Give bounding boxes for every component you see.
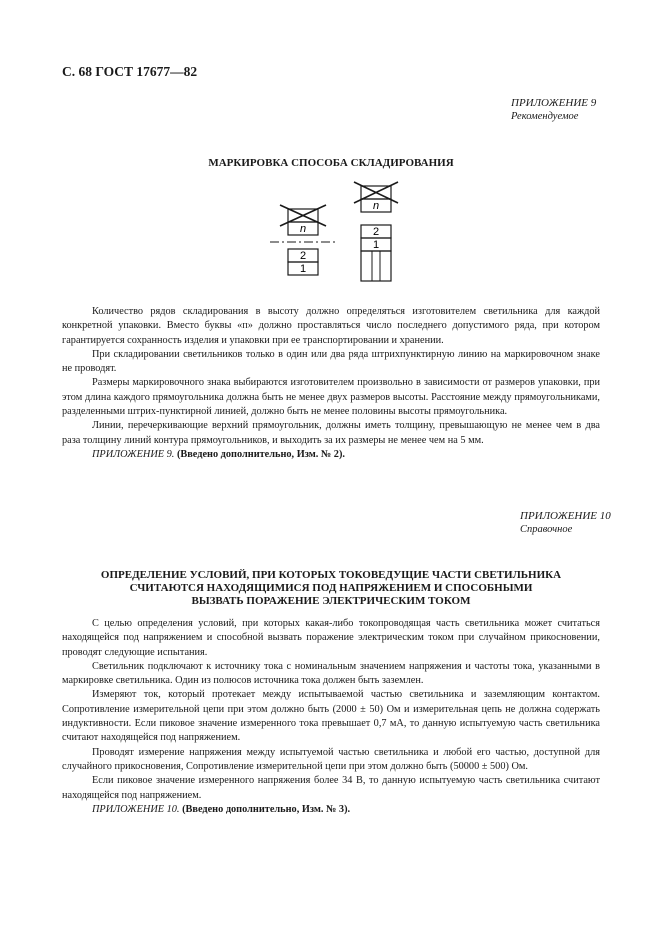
- storage-marking-figure: [260, 178, 420, 282]
- annex9-title: МАРКИРОВКА СПОСОБА СКЛАДИРОВАНИЯ: [208, 157, 454, 169]
- left-box-2: 2: [299, 250, 307, 262]
- left-box-1: 1: [299, 263, 307, 275]
- annex9-paragraph: Количество рядов складирования в высоту должно определяться изготовителем светильника для каждой конкретной упаковки. Вместо буквы «п» должно проставляться число последнего допустимого ряда, при котором гарантируется сохранность изделия и упаковки при ее транспортировании и хранении.: [62, 306, 600, 346]
- annex9-body: [62, 305, 600, 462]
- annex9-note: [62, 448, 600, 462]
- annex9-note-text: (Введено дополнительно, Изм. № 2).: [176, 448, 345, 460]
- page-header: С. 68 ГОСТ 17677—82: [62, 64, 198, 79]
- right-box-n: n: [372, 200, 380, 212]
- annex9-paragraph: Линии, перечеркивающие верхний прямоугольник, должны иметь толщину, превышающую не менее чем в два раза толщину линий контура прямоугольников, и выходить за их размеры не менее чем на 5 мм.: [62, 420, 600, 446]
- right-box-2: 2: [372, 226, 380, 238]
- annex10-title-line: ОПРЕДЕЛЕНИЕ УСЛОВИЙ, ПРИ КОТОРЫХ ТОКОВЕДУЩИЕ ЧАСТИ СВЕТИЛЬНИКА: [100, 569, 562, 581]
- annex10-title: [62, 569, 600, 608]
- annex10-paragraph: Если пиковое значение измеренного напряжения более 34 В, то данную испытуемую часть светильника считают находящейся под напряжением.: [62, 775, 600, 801]
- annex9-paragraph: Размеры маркировочного знака выбираются изготовителем произвольно в зависимости от размеров упаковки, при этом длина каждого прямоугольника должна быть не менее двух размеров высоты. Расстояние между прямоугольниками, разделенными штрих-пунктирной линией, должно быть не менее половины высоты прямоугольника.: [62, 377, 600, 418]
- annex10-label: ПРИЛОЖЕНИЕ 10: [520, 510, 611, 522]
- right-box-1: 1: [372, 239, 380, 251]
- annex10-paragraph: Проводят измерение напряжения между испытуемой частью светильника и любой его частью, доступной для случайного прикосновения, Сопротивление измерительной цепи при этом должно быть (50000 ± 500) Ом.: [62, 746, 600, 772]
- annex10-body: [62, 617, 600, 817]
- annex10-status: Справочное: [520, 524, 573, 535]
- annex10-paragraph: Светильник подключают к источнику тока с номинальным значением напряжения и частоты тока, указанными в маркировке светильника. Один из полюсов источника тока должен быть заземлен.: [62, 660, 600, 687]
- left-box-n: n: [299, 223, 307, 235]
- annex9-label: ПРИЛОЖЕНИЕ 9: [511, 97, 597, 109]
- annex10-title-line: ВЫЗВАТЬ ПОРАЖЕНИЕ ЭЛЕКТРИЧЕСКИМ ТОКОМ: [191, 595, 471, 607]
- annex10-note-ref: ПРИЛОЖЕНИЕ 10.: [92, 803, 180, 815]
- annex10-note-text: (Введено дополнительно, Изм. № 3).: [182, 803, 351, 815]
- annex9-paragraph: При складировании светильников только в один или два ряда штрихпунктирную линию на маркировочном знаке не проводят.: [62, 348, 600, 375]
- annex10-paragraph: Измеряют ток, который протекает между испытываемой частью светильника и заземляющим контактом. Сопротивление измерительной цепи при этом должно быть (2000 ± 50) Ом и измерительная цепь не должна содержать индуктивности. Если пиковое значение измеренного тока превышает 0,7 мА, то данную испытуемую часть светильника считают находящейся под напряжением.: [62, 689, 600, 744]
- annex9-note-ref: ПРИЛОЖЕНИЕ 9.: [92, 448, 175, 460]
- annex9-status: Рекомендуемое: [511, 111, 579, 122]
- annex10-note: [62, 803, 600, 817]
- annex10-title-line: СЧИТАЮТСЯ НАХОДЯЩИМИСЯ ПОД НАПРЯЖЕНИЕМ И СПОСОБНЫМИ: [129, 582, 533, 594]
- annex10-paragraph: С целью определения условий, при которых какая-либо токопроводящая часть светильника может считаться находящейся под напряжением и способной вызвать поражение электрическим током при случайном прикосновении, проводят следующие испытания.: [62, 618, 600, 658]
